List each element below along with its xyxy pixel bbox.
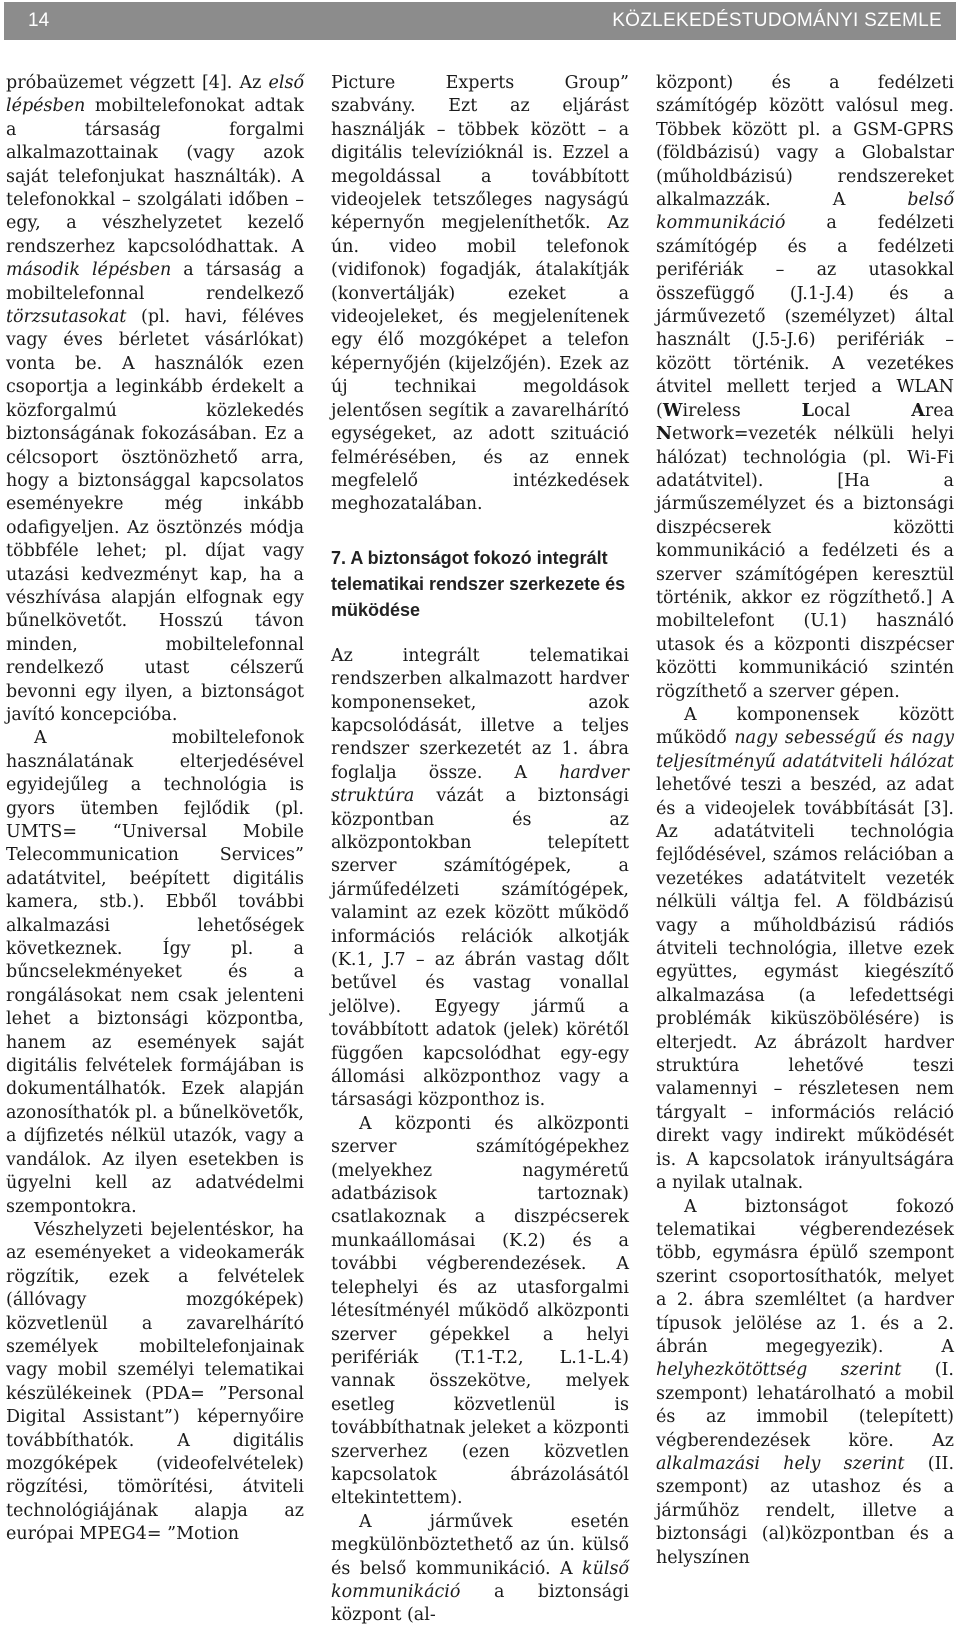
column-2-intro — [331, 72, 629, 517]
section-heading: 7. A biztonságot fokozó integrált telematikai rendszer szerkezete és müködése — [331, 547, 626, 620]
paragraph — [331, 1113, 629, 1511]
text-run: a biztonsági központ (al- — [331, 1581, 629, 1626]
bold-text: N — [656, 424, 672, 445]
emphasis-text: külső kommunikáció — [331, 1558, 629, 1602]
paragraph — [6, 1219, 304, 1547]
paragraph — [331, 645, 629, 1113]
text-column-3 — [656, 72, 954, 1570]
text-run: (I. szempont) lehatárolható a mobil és az immobil (telepített) végberendezések köre. Az — [656, 1360, 954, 1451]
text-run: Vészhelyzeti bejelentéskor, ha az eseményeket a videokamerák rögzítik, ezek a felvételek (állóvagy mozgóképek) közvetlenül a zavarelhárító személyek mobiltelefonjainak vagy mobil személyi telematikai készülékeinek (PDA= ”Personal Digital Assistant”) képernyőire továbbíthatók. A digitális mozgóképek (videofelvételek) rögzítési, tömörítési, átviteli technológiájának alapja az európai MPEG4= ”Motion — [6, 1219, 304, 1545]
emphasis-text: hardver struktúra — [331, 762, 629, 807]
running-header — [4, 2, 956, 40]
bold-text: W — [662, 400, 683, 421]
text-run: (II. szempont) az utashoz és a járműhöz rendelt, illetve a biztonsági (al)központban és a helyszínen — [656, 1453, 955, 1568]
emphasis-text: belső kommunikáció — [656, 190, 954, 234]
paragraph — [656, 1196, 954, 1571]
text-run: próbaüzemet végzett [4]. Az — [6, 73, 269, 93]
text-column-2 — [331, 72, 629, 1628]
text-run: A járművek esetén megkülönböztethető az ún. külső és belső kommunikáció. A — [331, 1511, 629, 1579]
text-run: központ) és a fedélzeti számítógép között valósul meg. Többek között pl. a GSM-GPRS (földbázisú) vagy a Globalstar (műholdbázisú) rendszereket alkalmazzák. A — [656, 73, 954, 211]
emphasis-text: első lépésben — [6, 73, 304, 117]
text-run: (pl. havi, féléves vagy éves bérletet vásárlókat) vonta be. A használók ezen csoportja a leginkább érdekelt a közforgalmú közlekedés biztonságának fokozásában. Ez a célcsoport ösztönözhető arra, hogy a biztonsággal kapcsolatos eseményekre még inkább odafigyeljen. Az ösztönzés módja többféle lehet; pl. díjat vagy utazási kedvezményt kap, ha a vészhívása alapján elfognak egy bűnelkövetőt. Hosszú távon minden, mobiltelefonnal rendelkező utast célszerű bevonni egy ilyen, a biztonságot javító koncepcióba. — [6, 307, 304, 725]
column-2-body — [331, 645, 629, 1628]
text-run: ocal — [813, 400, 912, 421]
paragraph — [656, 704, 954, 1196]
text-run: Picture Experts Group” szabvány. Ezt az eljárást használják – többek között – a digitális televízióknál is. Ezzel a megoldással a továbbított videojelek tetszőleges nagyságú képernyőn megjeleníthetők. Az ún. video mobil telefonok (vidifonok) fogadják, átalakítják (konvertálják) ezeket a videojeleket, és megjelenítenek egy élő mozgóképet a telefon képernyőjén (kijelzőjén). Ezek az új technikai megoldások jelentősen segítik a zavarelhárító egységeket, az adott szituáció felmérésében, és az ennek megfelelő intézkedések meghozatalában. — [331, 73, 629, 515]
text-run: A komponensek között működő — [656, 704, 954, 749]
emphasis-text: második lépésben — [6, 260, 172, 281]
emphasis-text: helyhezkötöttség szerint — [656, 1360, 902, 1381]
text-column-1 — [6, 72, 304, 1547]
emphasis-text: nagy sebességű és nagy teljesítményű adatátviteli hálózat — [656, 728, 954, 772]
text-run: Az integrált telematikai rendszerben alkalmazott hardver komponenseket, azok kapcsolódását, illetve a teljes rendszer szerkezetét az 1. ábra foglalja össze. A — [331, 645, 629, 783]
bold-text: L — [801, 400, 814, 421]
paragraph — [331, 1511, 629, 1628]
emphasis-text: alkalmazási hely szerint — [656, 1453, 905, 1474]
paragraph — [656, 72, 954, 704]
journal-title: KÖZLEKEDÉSTUDOMÁNYI SZEMLE — [612, 10, 942, 31]
text-run: lehetővé teszi a beszéd, az adat és a videojelek továbbítását [3]. Az adatátviteli technológia fejlődésével, számos relációban a vezetékes adatátvitelt vezeték nélküli váltja fel. A földbázisú vagy a műholdbázisú rádiós átviteli technológia, illetve ezek együttes, egymást kiegészítő alkalmazása (a lefedettségi problémák kiküszöbölésére) is elterjedt. Az ábrázolt hardver struktúra lehetővé teszi valamennyi – részletesen nem tárgyalt – információs reláció direkt vagy indirekt működését is. A kapcsolatok irányultságára a nyilak utalnak. — [656, 775, 954, 1194]
text-run: a társaság a mobiltelefonnal rendelkező — [6, 260, 304, 304]
text-run: A mobiltelefonok használatának elterjedésével egyidejűleg a technológia is gyors ütemben fejlődik (pl. UMTS= “Universal Mobile Telecommunication Services” adatátvitel, beépített digitális kamera, stb.). Ebből további alkalmazási lehetőségek következnek. Így pl. a bűncselekményeket és a rongálásokat nem csak jelenteni lehet a biztonsági központba, hanem az események saját digitális felvételek formájában is dokumentálhatók. Ezek alapján azonosíthatók pl. a bűnelkövetők, a díjfizetés nélkül utazók, vagy a vandálok. Az ilyen esetekben is ügyelni kell az adatvédelmi szempontokra. — [6, 728, 304, 1217]
bold-text: A — [911, 400, 925, 421]
text-run: mobiltelefonokat adtak a társaság forgalmi alkalmazottainak (vagy azok saját telefonjukat használták). A telefonokkal – szolgálati időben – egy, a vészhelyzetet kezelő rendszerhez kapcsolódhattak. A — [6, 96, 304, 257]
text-run: ireless — [682, 400, 802, 421]
page-number: 14 — [28, 10, 50, 31]
text-run: rea — [924, 400, 955, 421]
emphasis-text: törzsutasokat — [6, 307, 127, 328]
text-run: vázát a biztonsági központban és az alközpontokban telepített szerver számítógépek, a járműfedélzeti számítógépek, valamint az ezek között működő információs relációk alkotják (K.1, J.7 – az ábrán vastag dőlt betűvel és vastag vonallal jelölve). Egyegy jármű a továbbított adatok (jelek) körétől függően kapcsolódhat egy-egy állomási alközponthoz vagy a társasági központhoz is. — [331, 786, 629, 1111]
text-run: A központi és alközponti szerver számítógépekhez (melyekhez nagyméretű adatbázisok tartoznak) csatlakoznak a diszpécserek munkaállomásai (K.2) és a további végberendezések. A telephelyi és az utasforgalmi létesítményél működő alközponti szerver gépekkel a helyi perifériák (T.1-T.2, L.1-L.4) vannak összekötve, melyek esetleg közvetlenül is továbbíthatnak jeleket a központi szerverhez (ezen közvetlen kapcsolatok ábrázolásától eltekintettem). — [331, 1113, 629, 1509]
text-run: a fedélzeti számítógép és a fedélzeti perifériák – az utasokkal összefüggő (J.1-J.4) és a járművezető (személyzet) által használt (J.5-J.6) perifériák – között történik. A vezetékes átvitel mellett terjed a WLAN ( — [656, 213, 954, 421]
paragraph — [6, 727, 304, 1219]
paragraph — [331, 72, 629, 517]
paragraph — [6, 72, 304, 727]
text-run: A biztonságot fokozó telematikai végberendezések több, egymásra épülő szempont szerint csoportosíthatók, melyet a 2. ábra szemléltet (a hardver típusok jelölése az 1. és a 2. ábrán megegyezik). A — [656, 1196, 954, 1357]
text-run: etwork=vezeték nélküli helyi hálózat) technológia (pl. Wi-Fi adatátvitel). [Ha a járműszemélyzet és a biztonsági diszpécserek közötti kommunikáció a fedélzeti és a szerver számítógépen keresztül történik, akkor ez rögzíthető.] A mobiltelefont (U.1) használó utasok és a központi diszpécser közötti kommunikáció szintén rögzíthető a szerver gépen. — [656, 424, 954, 702]
